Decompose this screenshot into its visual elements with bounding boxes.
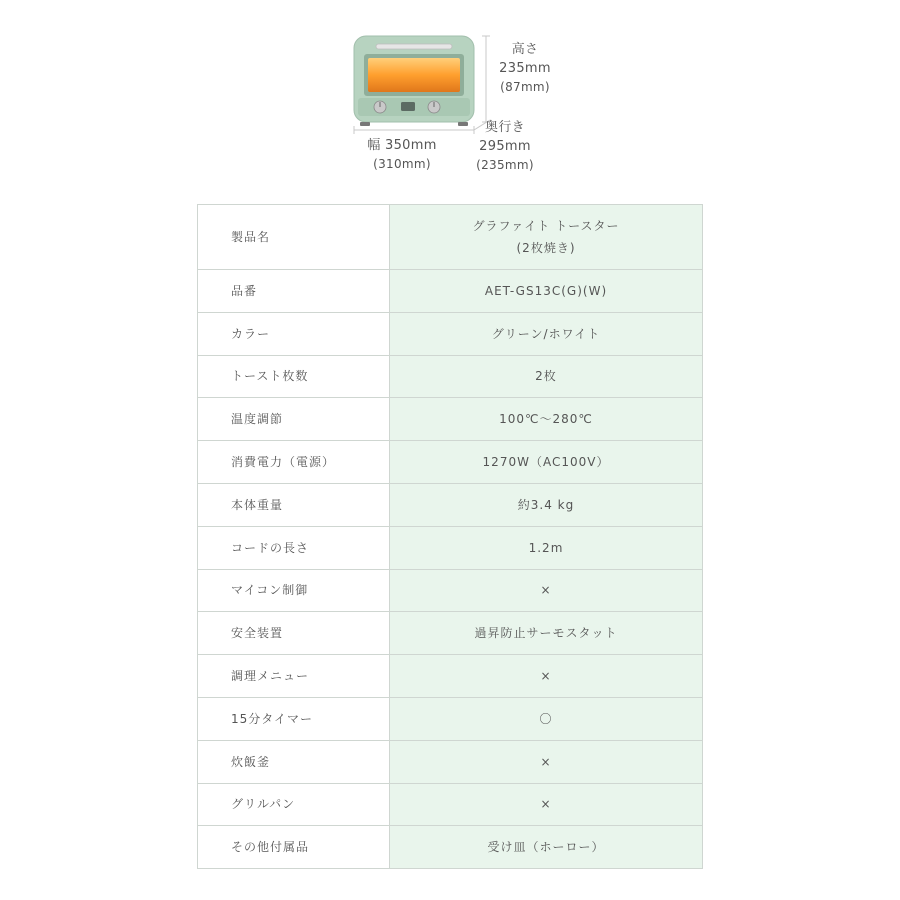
spec-label: トースト枚数: [198, 355, 390, 398]
spec-row: [198, 569, 703, 612]
spec-label: コードの長さ: [198, 526, 390, 569]
spec-row: [198, 205, 703, 270]
spec-value-line1: グラファイト トースター: [472, 219, 620, 233]
spec-row: [198, 655, 703, 698]
height-value: 235mm: [499, 61, 551, 76]
width-dimension: [352, 136, 452, 174]
width-value: 幅 350mm: [367, 138, 437, 153]
spec-value: 約3.4 kg: [390, 483, 703, 526]
spec-row: [198, 312, 703, 355]
spec-row: [198, 697, 703, 740]
spec-value: 1.2m: [390, 526, 703, 569]
spec-label: 炊飯釜: [198, 740, 390, 783]
depth-label: 奥行き: [485, 120, 525, 135]
spec-label: 15分タイマー: [198, 697, 390, 740]
spec-label: カラー: [198, 312, 390, 355]
spec-label: 製品名: [198, 205, 390, 270]
spec-label: その他付属品: [198, 826, 390, 869]
spec-row: [198, 483, 703, 526]
spec-row: [198, 612, 703, 655]
depth-dimension: [470, 118, 540, 175]
spec-label: 品番: [198, 270, 390, 313]
spec-value: 受け皿（ホーロー）: [390, 826, 703, 869]
spec-row: [198, 355, 703, 398]
spec-value-line2: (2枚焼き): [516, 241, 576, 255]
spec-row: [198, 526, 703, 569]
spec-label: 安全装置: [198, 612, 390, 655]
spec-table: [197, 204, 703, 869]
spec-row: [198, 826, 703, 869]
height-label: 高さ: [511, 42, 539, 57]
spec-value: ×: [390, 569, 703, 612]
spec-label: 本体重量: [198, 483, 390, 526]
spec-value: 過昇防止サーモスタット: [390, 612, 703, 655]
spec-value: ×: [390, 783, 703, 826]
spec-row: [198, 270, 703, 313]
spec-value: 100℃～280℃: [390, 398, 703, 441]
width-inner: (310mm): [373, 157, 431, 171]
spec-value: [390, 205, 703, 270]
height-dimension: [485, 40, 565, 97]
spec-value: 1270W（AC100V）: [390, 441, 703, 484]
spec-row: [198, 740, 703, 783]
depth-inner: (235mm): [476, 158, 534, 172]
spec-row: [198, 398, 703, 441]
spec-label: グリルパン: [198, 783, 390, 826]
spec-label: 調理メニュー: [198, 655, 390, 698]
spec-label: マイコン制御: [198, 569, 390, 612]
depth-value: 295mm: [479, 139, 531, 154]
height-inner: (87mm): [500, 80, 550, 94]
spec-row: [198, 783, 703, 826]
spec-row: [198, 441, 703, 484]
spec-label: 温度調節: [198, 398, 390, 441]
spec-value: グリーン/ホワイト: [390, 312, 703, 355]
spec-value: 〇: [390, 697, 703, 740]
spec-value: ×: [390, 655, 703, 698]
spec-value: AET-GS13C(G)(W): [390, 270, 703, 313]
spec-label: 消費電力（電源）: [198, 441, 390, 484]
spec-value: ×: [390, 740, 703, 783]
spec-value: 2枚: [390, 355, 703, 398]
